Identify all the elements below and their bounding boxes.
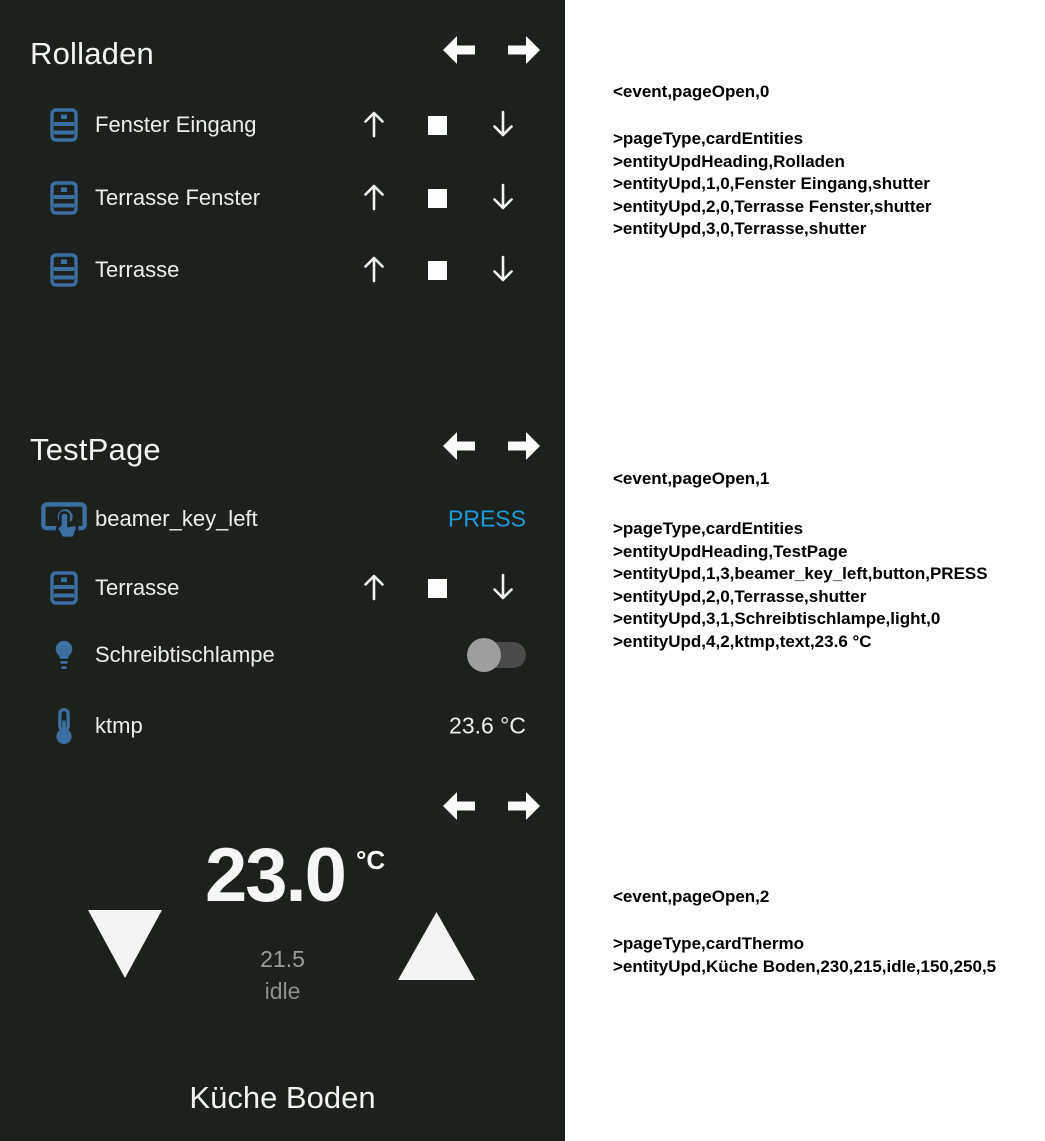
log-line: >entityUpd,Küche Boden,230,215,idle,150,250,5	[613, 956, 997, 976]
arrow-down-icon	[490, 572, 516, 605]
current-temperature: 23.0	[205, 833, 345, 918]
protocol-log	[565, 0, 1045, 1141]
nav-prev-button[interactable]	[442, 35, 476, 65]
shutter-stop-button[interactable]	[419, 182, 455, 214]
log-line: >entityUpdHeading,Rolladen	[613, 151, 845, 171]
log-line: >entityUpd,3,0,Terrasse,shutter	[613, 219, 867, 239]
shutter-stop-button[interactable]	[419, 109, 455, 141]
thermostat-name: Küche Boden	[189, 1080, 376, 1115]
shutter-up-button[interactable]	[356, 182, 392, 214]
entity-label: Terrasse	[95, 575, 180, 600]
nav-prev-button[interactable]	[442, 791, 476, 821]
window-shutter-icon	[40, 571, 88, 605]
entity-row	[0, 497, 565, 541]
nav-prev-button[interactable]	[442, 431, 476, 461]
thermometer-icon	[40, 707, 88, 745]
page-title: TestPage	[30, 432, 161, 467]
log-response-block	[613, 933, 996, 978]
arrow-left-icon	[442, 431, 476, 461]
arrow-up-icon	[361, 109, 387, 142]
log-response-block	[613, 518, 988, 654]
log-line: >entityUpd,4,2,ktmp,text,23.6 °C	[613, 631, 872, 651]
light-toggle[interactable]	[468, 642, 526, 668]
stop-icon	[428, 261, 447, 280]
shutter-down-button[interactable]	[485, 254, 521, 286]
log-line: >entityUpd,1,3,beamer_key_left,button,PRESS	[613, 564, 988, 584]
toggle-knob	[467, 638, 501, 672]
shutter-up-button[interactable]	[356, 109, 392, 141]
arrow-left-icon	[442, 35, 476, 65]
log-event-line: <event,pageOpen,2	[613, 887, 770, 906]
lightbulb-icon	[40, 639, 88, 671]
nav-next-button[interactable]	[507, 791, 541, 821]
shutter-down-button[interactable]	[485, 182, 521, 214]
log-line: >entityUpd,3,1,Schreibtischlampe,light,0	[613, 609, 941, 629]
log-event-line: <event,pageOpen,1	[613, 469, 770, 488]
entity-row	[0, 566, 565, 610]
shutter-stop-button[interactable]	[419, 572, 455, 604]
stop-icon	[428, 579, 447, 598]
stop-icon	[428, 116, 447, 135]
window-shutter-icon	[40, 253, 88, 287]
press-button[interactable]: PRESS	[448, 505, 526, 532]
entity-row	[0, 704, 565, 748]
entity-row	[0, 248, 565, 292]
log-line: >entityUpd,2,0,Terrasse Fenster,shutter	[613, 196, 932, 216]
log-line: >entityUpdHeading,TestPage	[613, 541, 848, 561]
log-line: >entityUpd,1,0,Fenster Eingang,shutter	[613, 174, 930, 194]
window-shutter-icon	[40, 181, 88, 215]
hvac-status: idle	[264, 978, 301, 1004]
entity-label: Terrasse Fenster	[95, 185, 261, 210]
target-temperature: 21.5	[260, 946, 305, 972]
stop-icon	[428, 189, 447, 208]
entity-row	[0, 103, 565, 147]
arrow-down-icon	[490, 254, 516, 287]
nav-next-button[interactable]	[507, 431, 541, 461]
window-shutter-icon	[40, 108, 88, 142]
entity-label: beamer_key_left	[95, 506, 258, 531]
page-title: Rolladen	[30, 36, 154, 71]
entity-label: Terrasse	[95, 257, 180, 282]
entity-row	[0, 176, 565, 220]
arrow-up-icon	[361, 572, 387, 605]
entity-row	[0, 633, 565, 677]
shutter-down-button[interactable]	[485, 109, 521, 141]
log-response-block	[613, 128, 932, 241]
gesture-tap-button-icon	[40, 498, 88, 540]
entity-label: ktmp	[95, 713, 143, 738]
log-line: >pageType,cardEntities	[613, 519, 804, 538]
arrow-right-icon	[507, 35, 541, 65]
log-event-line: <event,pageOpen,0	[613, 82, 770, 101]
arrow-right-icon	[507, 431, 541, 461]
arrow-right-icon	[507, 791, 541, 821]
arrow-down-icon	[490, 182, 516, 215]
entity-label: Fenster Eingang	[95, 112, 257, 137]
shutter-stop-button[interactable]	[419, 254, 455, 286]
nav-next-button[interactable]	[507, 35, 541, 65]
arrow-down-icon	[490, 109, 516, 142]
arrow-up-icon	[361, 182, 387, 215]
entity-label: Schreibtischlampe	[95, 642, 275, 667]
shutter-down-button[interactable]	[485, 572, 521, 604]
shutter-up-button[interactable]	[356, 254, 392, 286]
arrow-up-icon	[361, 254, 387, 287]
arrow-left-icon	[442, 791, 476, 821]
log-line: >pageType,cardEntities	[613, 129, 804, 148]
shutter-up-button[interactable]	[356, 572, 392, 604]
temperature-unit: °C	[356, 845, 386, 875]
log-line: >entityUpd,2,0,Terrasse,shutter	[613, 586, 867, 606]
sensor-value: 23.6 °C	[449, 712, 526, 739]
log-line: >pageType,cardThermo	[613, 934, 804, 953]
